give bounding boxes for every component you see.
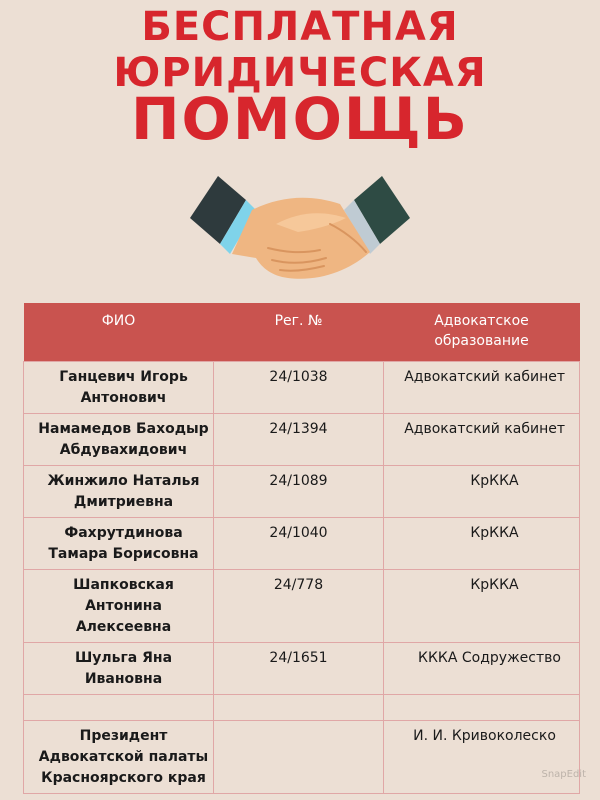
organization: Адвокатский кабинет xyxy=(384,414,580,466)
empty-cell xyxy=(214,695,384,721)
table-row xyxy=(24,414,580,466)
handshake-icon xyxy=(180,170,420,290)
table-header-row xyxy=(24,303,580,362)
president-label: Президент Адвокатской палаты Красноярского края xyxy=(24,721,214,794)
empty-cell xyxy=(24,695,214,721)
lawyer-name: Шульга Яна Ивановна xyxy=(24,643,214,695)
title-line-3: ПОМОЩЬ xyxy=(131,85,469,153)
column-header-org: Адвокатское образование xyxy=(384,303,580,362)
reg-number: 24/1394 xyxy=(214,414,384,466)
reg-number: 24/1040 xyxy=(214,518,384,570)
lawyer-name: Фахрутдинова Тамара Борисовна xyxy=(24,518,214,570)
lawyer-name: Шапковская Антонина Алексеевна xyxy=(24,570,214,643)
president-row xyxy=(24,721,580,794)
president-name: И. И. Кривоколеско xyxy=(384,721,580,794)
empty-cell xyxy=(384,695,580,721)
table-row xyxy=(24,466,580,518)
table-row xyxy=(24,362,580,414)
lawyers-table xyxy=(23,303,580,794)
reg-number: 24/778 xyxy=(214,570,384,643)
lawyer-name: Ганцевич Игорь Антонович xyxy=(24,362,214,414)
lawyer-name: Намамедов Баходыр Абдувахидович xyxy=(24,414,214,466)
table-row xyxy=(24,570,580,643)
title-line-1: БЕСПЛАТНАЯ xyxy=(141,4,459,50)
title-line-2: ЮРИДИЧЕСКАЯ xyxy=(113,50,487,96)
reg-number: 24/1038 xyxy=(214,362,384,414)
table-row xyxy=(24,518,580,570)
column-header-reg: Рег. № xyxy=(214,303,384,362)
lawyer-name: Жинжило Наталья Дмитриевна xyxy=(24,466,214,518)
organization: КККА Содружество xyxy=(384,643,580,695)
reg-number: 24/1651 xyxy=(214,643,384,695)
watermark: SnapEdit xyxy=(541,769,586,780)
organization: Адвокатский кабинет xyxy=(384,362,580,414)
column-header-name: ФИО xyxy=(24,303,214,362)
organization: КрККА xyxy=(384,466,580,518)
organization: КрККА xyxy=(384,570,580,643)
reg-number: 24/1089 xyxy=(214,466,384,518)
table-row xyxy=(24,643,580,695)
table-row-empty xyxy=(24,695,580,721)
empty-cell xyxy=(214,721,384,794)
organization: КрККА xyxy=(384,518,580,570)
